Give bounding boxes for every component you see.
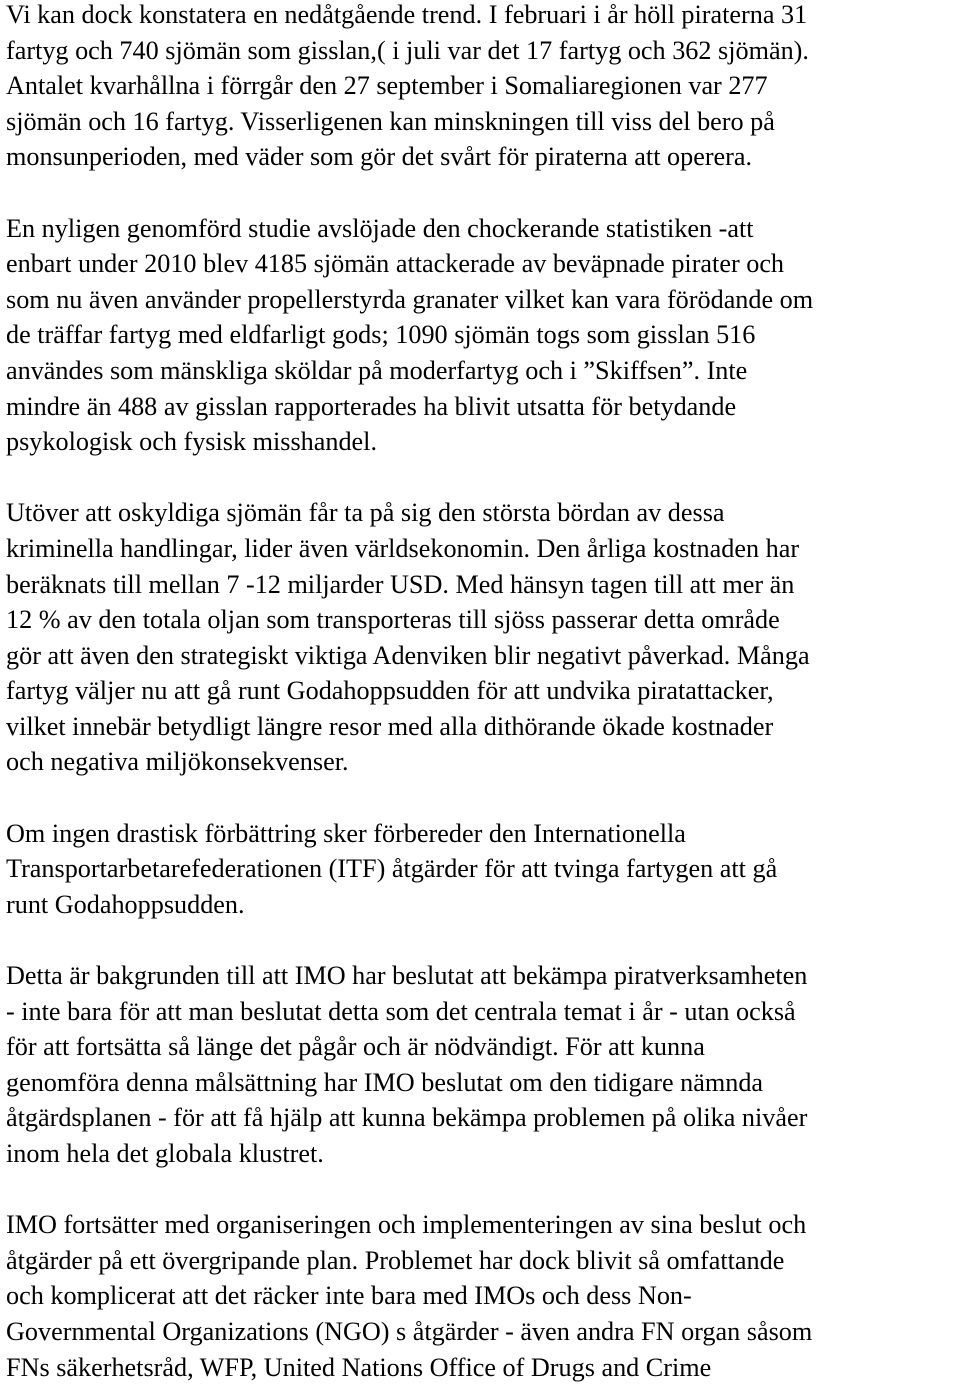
paragraph-1 [6, 0, 960, 175]
paragraph-2 [6, 211, 960, 460]
text-line: genomföra denna målsättning har IMO beslutat om den tidigare nämnda [6, 1067, 764, 1097]
text-line: de träffar fartyg med eldfarligt gods; 1090 sjömän togs som gisslan 516 [6, 320, 756, 350]
text-line: IMO fortsätter med organiseringen och implementeringen av sina beslut och [6, 1210, 807, 1240]
text-line: Om ingen drastisk förbättring sker förbereder den Internationella [6, 818, 686, 848]
text-line: En nyligen genomförd studie avslöjade den chockerande statistiken -att [6, 213, 754, 243]
paragraph-6 [6, 1207, 960, 1385]
text-line: för att fortsätta så länge det pågår och är nödvändigt. För att kunna [6, 1032, 705, 1062]
text-line: Utöver att oskyldiga sjömän får ta på sig den största bördan av dessa [6, 498, 725, 528]
text-line: fartyg väljer nu att gå runt Godahoppsudden för att undvika piratattacker, [6, 676, 774, 706]
text-line: Governmental Organizations (NGO) s åtgärder - även andra FN organ såsom [6, 1316, 813, 1346]
text-line: vilket innebär betydligt längre resor med alla dithörande ökade kostnader [6, 711, 774, 741]
text-line: enbart under 2010 blev 4185 sjömän attackerade av beväpnade pirater och [6, 249, 785, 279]
text-line: fartyg och 740 sjömän som gisslan,( i juli var det 17 fartyg och 362 sjömän). [6, 35, 809, 65]
text-line: och komplicerat att det räcker inte bara med IMOs och dess Non- [6, 1281, 692, 1311]
text-line: Antalet kvarhållna i förrgår den 27 september i Somaliaregionen var 277 [6, 71, 768, 101]
text-line: psykologisk och fysisk misshandel. [6, 427, 377, 457]
text-line: kriminella handlingar, lider även världsekonomin. Den årliga kostnaden har [6, 533, 800, 563]
text-line: FNs säkerhetsråd, WFP, United Nations Office of Drugs and Crime [6, 1352, 712, 1382]
text-line: mindre än 488 av gisslan rapporterades ha blivit utsatta för betydande [6, 391, 737, 421]
text-line: monsunperioden, med väder som gör det svårt för piraterna att operera. [6, 142, 753, 172]
text-line: användes som mänskliga sköldar på moderfartyg och i ”Skiffsen”. Inte [6, 355, 748, 385]
text-line: åtgärdsplanen - för att få hjälp att kunna bekämpa problemen på olika nivåer [6, 1103, 808, 1133]
text-line: åtgärder på ett övergripande plan. Problemet har dock blivit så omfattande [6, 1245, 785, 1275]
text-line: Detta är bakgrunden till att IMO har beslutat att bekämpa piratverksamheten [6, 961, 808, 991]
text-line: runt Godahoppsudden. [6, 889, 245, 919]
text-line: beräknats till mellan 7 -12 miljarder USD. Med hänsyn tagen till att mer än [6, 569, 795, 599]
paragraph-3 [6, 495, 960, 780]
text-line: 12 % av den totala oljan som transporteras till sjöss passerar detta område [6, 605, 780, 635]
text-line: sjömän och 16 fartyg. Visserligenen kan minskningen till viss del bero på [6, 106, 775, 136]
text-line: som nu även använder propellerstyrda granater vilket kan vara förödande om [6, 284, 814, 314]
text-line: gör att även den strategiskt viktiga Adenviken blir negativt påverkad. Många [6, 640, 810, 670]
paragraph-4 [6, 816, 960, 923]
text-line: Vi kan dock konstatera en nedåtgående trend. I februari i år höll piraterna 31 [6, 0, 808, 29]
text-line: Transportarbetarefederationen (ITF) åtgärder för att tvinga fartygen att gå [6, 854, 778, 884]
text-line: inom hela det globala klustret. [6, 1139, 324, 1168]
text-line: och negativa miljökonsekvenser. [6, 747, 349, 777]
text-line: - inte bara för att man beslutat detta som det centrala temat i år - utan också [6, 996, 796, 1026]
paragraph-5 [6, 958, 960, 1172]
